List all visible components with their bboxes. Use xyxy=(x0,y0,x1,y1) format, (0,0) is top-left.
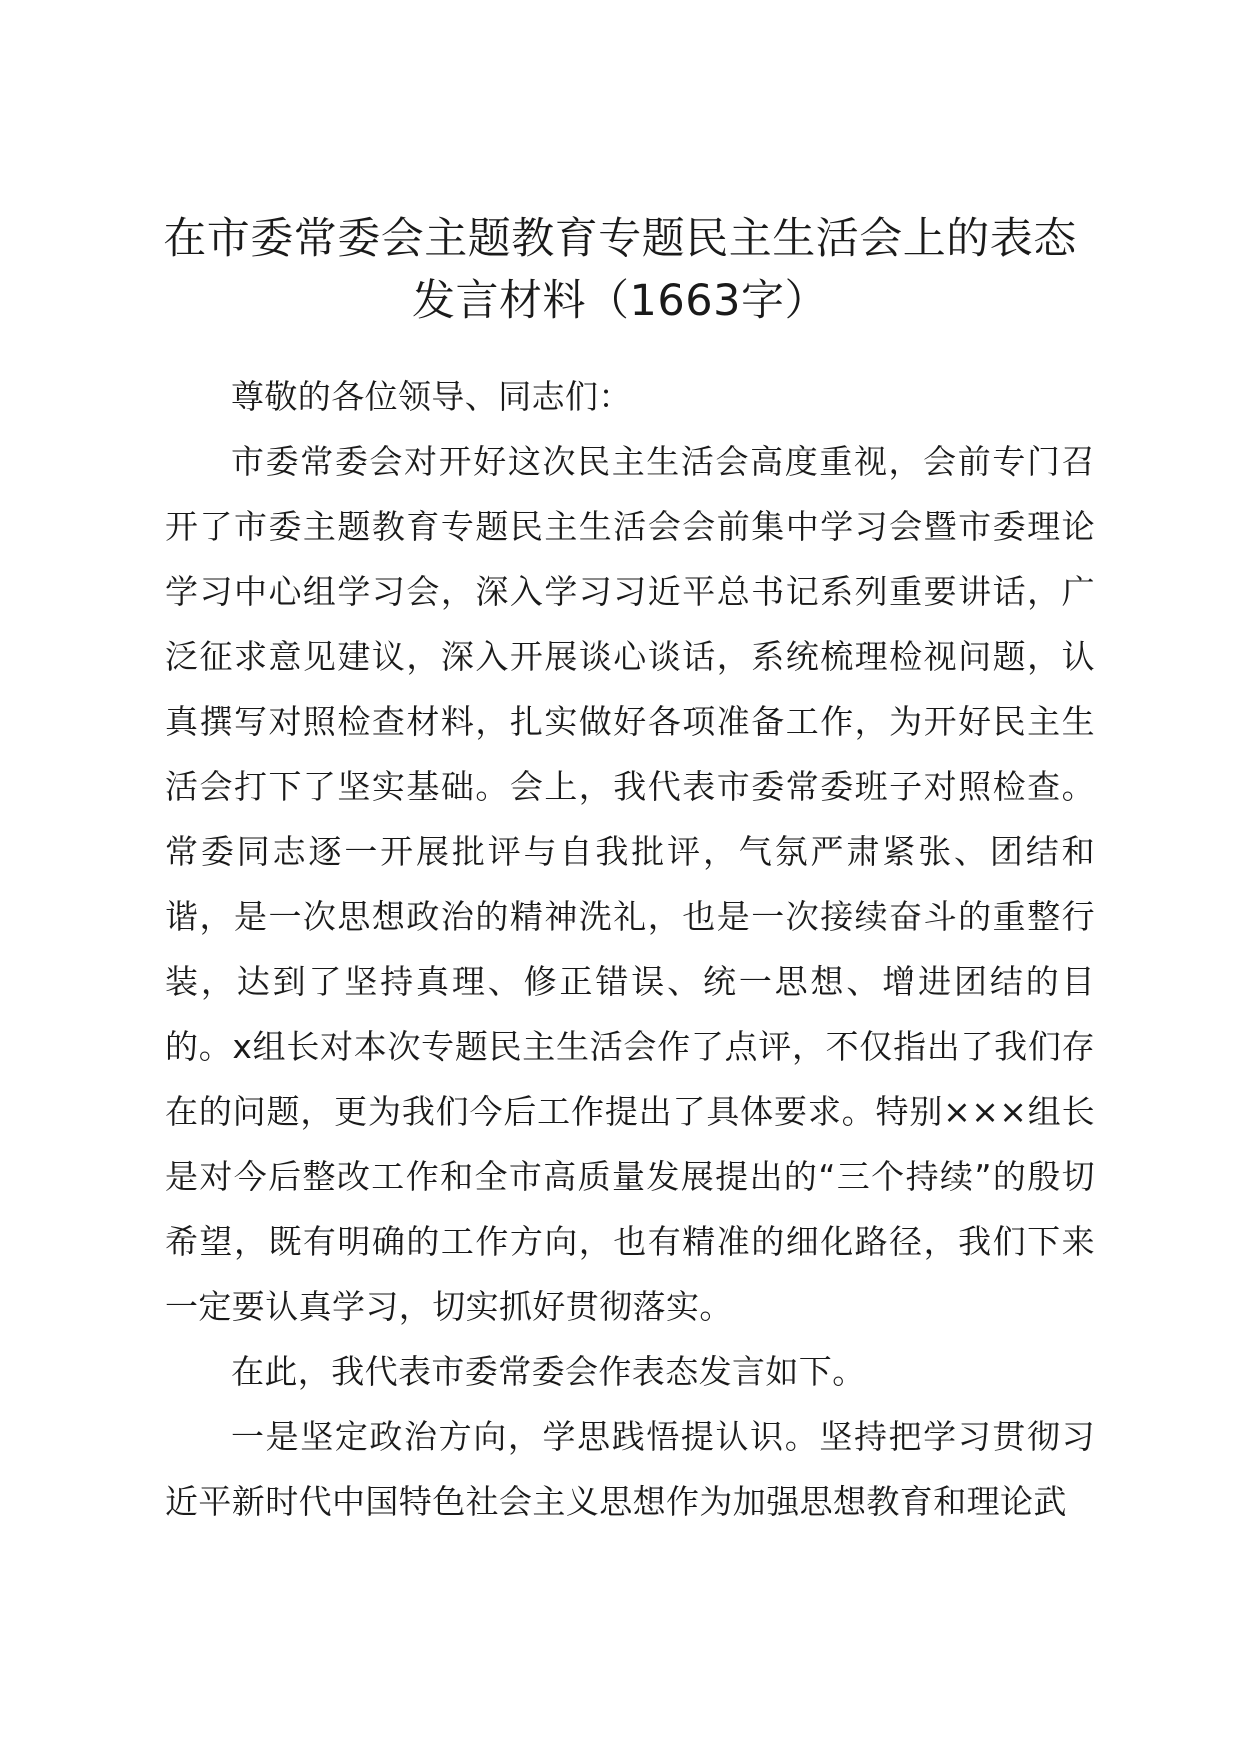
body-paragraph: 在此，我代表市委常委会作表态发言如下。 xyxy=(231,1352,866,1391)
document-title: 在市委常委会主题教育专题民主生活会上的表态发言材料（1663字） xyxy=(163,214,1077,326)
body-paragraph: 一是坚定政治方向，学思践悟提认识。坚持把学习贯彻习近平新时代中国特色社会主义思想作为加强思想教育和理论武 xyxy=(165,1417,1095,1521)
body-paragraph: 市委常委会对开好这次民主生活会高度重视，会前专门召开了市委主题教育专题民主生活会会前集中学习会暨市委理论学习中心组学习会，深入学习习近平总书记系列重要讲话，广泛征求意见建议，深入开展谈心谈话，系统梳理检视问题，认真撰写对照检查材料，扎实做好各项准备工作，为开好民主生活会打下了坚实基础。会上，我代表市委常委班子对照检查。常委同志逐一开展批评与自我批评，气氛严肃紧张、团结和谐，是一次思想政治的精神洗礼，也是一次接续奋斗的重整行装，达到了坚持真理、修正错误、统一思想、增进团结的目的。x组长对本次专题民主生活会作了点评，不仅指出了我们存在的问题，更为我们今后工作提出了具体要求。特别×××组长是对今后整改工作和全市高质量发展提出的“三个持续”的殷切希望，既有明确的工作方向，也有精准的细化路径，我们下来一定要认真学习，切实抓好贯彻落实。 xyxy=(165,442,1095,1326)
salutation-paragraph: 尊敬的各位领导、同志们： xyxy=(231,377,632,416)
document-body xyxy=(165,364,1095,1534)
